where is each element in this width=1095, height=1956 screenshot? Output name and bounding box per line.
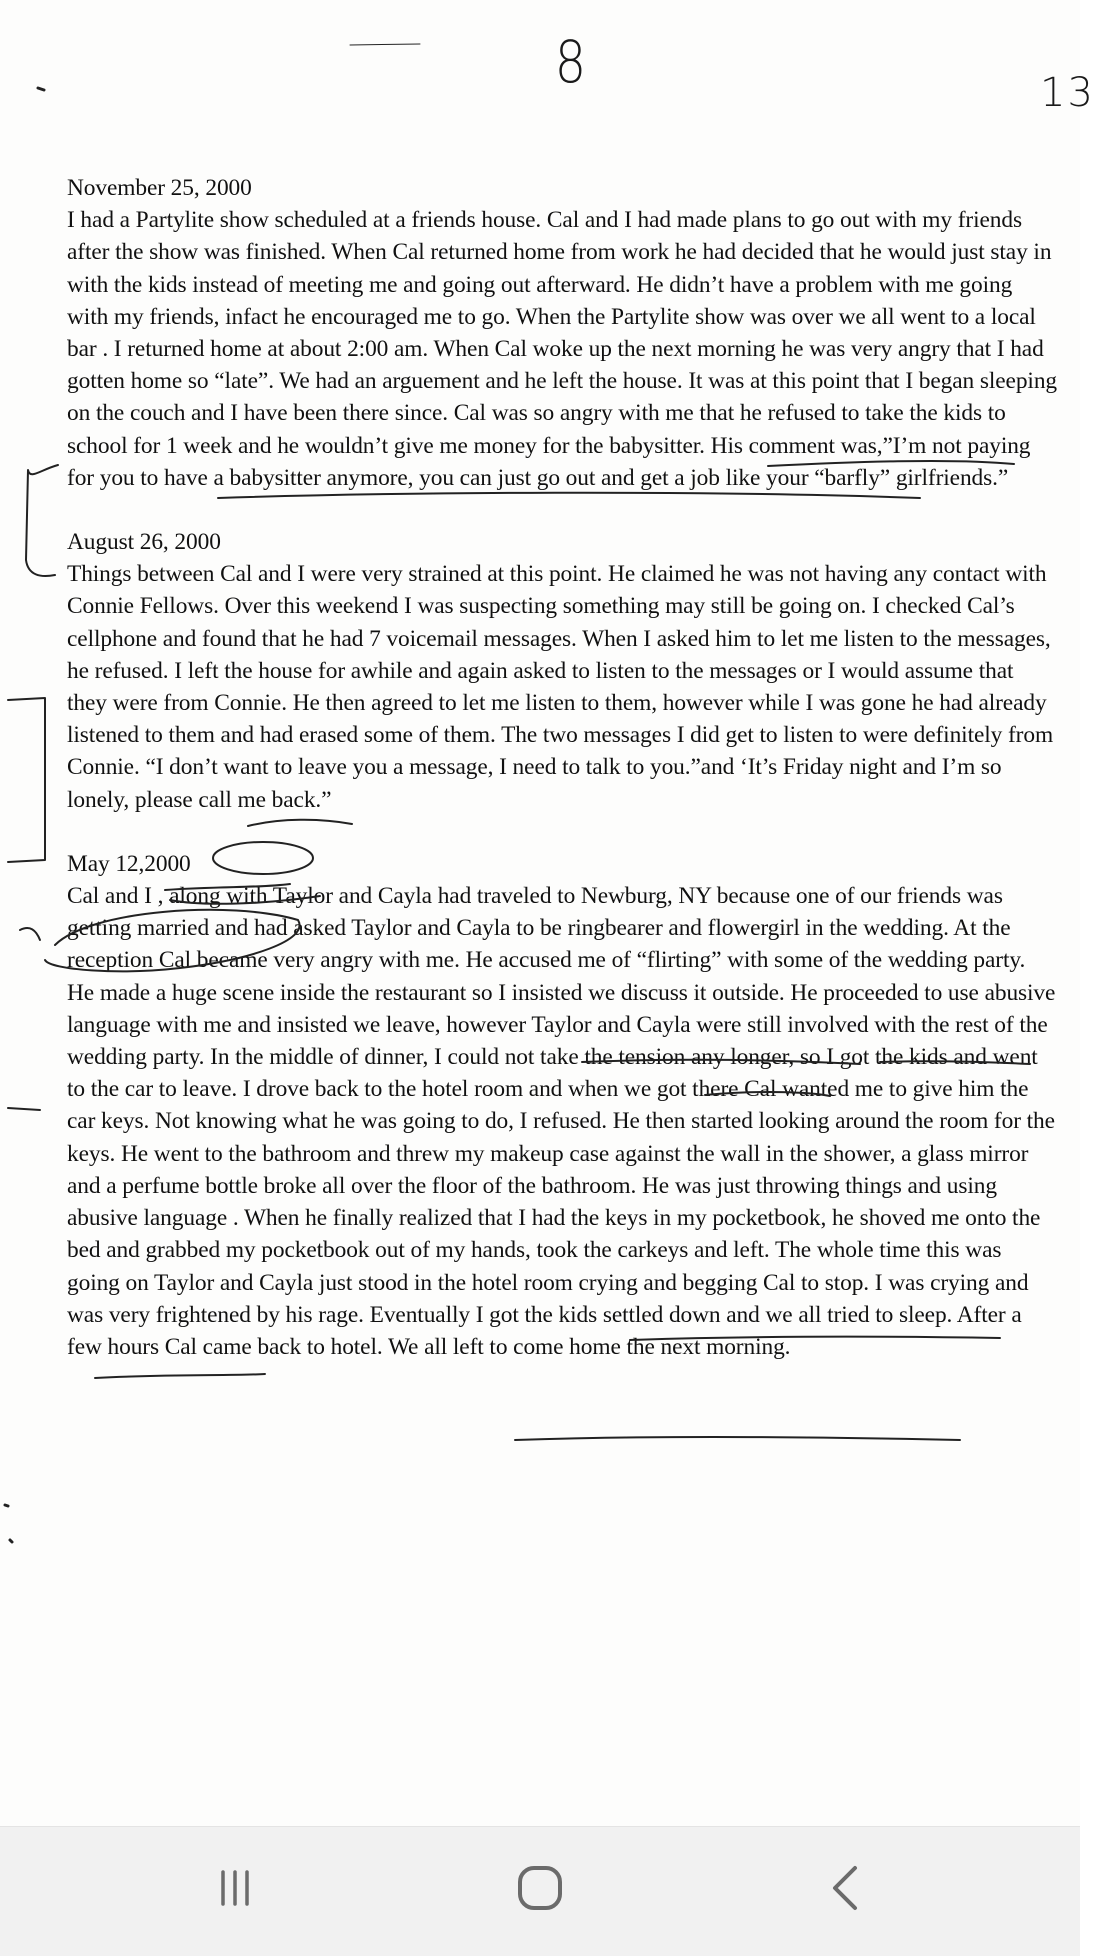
entry-date: November 25, 2000 [67, 175, 252, 201]
home-button[interactable] [495, 1853, 585, 1923]
margin-tick [20, 928, 40, 940]
back-icon [825, 1862, 865, 1914]
entry-date: May 12,2000 [67, 850, 191, 877]
margin-bracket [8, 698, 45, 862]
journal-entry [67, 172, 1057, 494]
stray-mark [350, 44, 420, 45]
handwritten-page-number: 8 [554, 28, 587, 96]
underline-mark [515, 1437, 960, 1440]
stray-mark [38, 88, 44, 90]
margin-tick [8, 1108, 40, 1110]
entry-paragraph: I had a Partylite show scheduled at a friends house. Cal and I had made plans to go out with my friends after the show was finished. When Cal returned home from work he had decided that he would just stay in with the kids instead of meeting me and going out afterward. He didn’t have a problem with me going with my friends, infact he encouraged me to go. When the Partylite show was over we all went to a local bar . I returned home at about 2:00 am. When Cal woke up the next morning he was very angry that I had gotten home so “late”. We had an arguement and he left the house. It was at this point that I began sleeping on the couch and I have been there since. Cal was so angry with me that he refused to take the kids to school for 1 week and he wouldn’t give me money for the babysitter. His comment was,”I’m not paying for you to have a babysitter anymore, you can just go out and get a job like your “barfly” girlfriends.” [67, 207, 1058, 491]
journal-entry [67, 848, 1057, 1363]
back-button[interactable] [800, 1853, 890, 1923]
stray-mark [10, 1540, 12, 1542]
stray-mark [5, 1505, 8, 1506]
journal-text [67, 172, 1057, 1395]
entry-date: August 26, 2000 [67, 529, 221, 556]
journal-entry [67, 526, 1057, 816]
recent-apps-icon [213, 1866, 257, 1910]
home-icon [514, 1862, 566, 1914]
handwritten-corner-number: 13 [1040, 70, 1095, 116]
margin-bracket [26, 465, 58, 576]
system-navigation-bar [0, 1826, 1080, 1956]
recent-apps-button[interactable] [190, 1853, 280, 1923]
entry-paragraph: Cal and I , along with Taylor and Cayla had traveled to Newburg, NY because one of our friends was getting married and had asked Taylor and Cayla to be ringbearer and flowergirl in the wedding. At the reception Cal became very angry with me. He accused me of “flirting” with some of the wedding party. He made a huge scene inside the restaurant so I insisted we discuss it outside. He proceeded to use abusive language with me and insisted we leave, however Taylor and Cayla were still involved with the rest of the wedding party. In the middle of dinner, I could not take the tension any longer, so I got the kids and went to the car to leave. I drove back to the hotel room and when we got there Cal wanted me to give him the car keys. Not knowing what he was going to do, I refused. He then started looking around the room for the keys. He went to the bathroom and threw my makeup case against the wall in the shower, a glass mirror and a perfume bottle broke all over the floor of the bathroom. He was just throwing things and using abusive language . When he finally realized that I had the keys in my pocketbook, he shoved me onto the bed and grabbed my pocketbook out of my hands, took the carkeys and left. The whole time this was going on Taylor and Cayla just stood in the hotel room crying and begging Cal to stop. I was crying and was very frightened by his rage. Eventually I got the kids settled down and we all tried to sleep. After a few hours Cal came back to hotel. We all left to come home the next morning. [67, 883, 1056, 1360]
entry-paragraph: Things between Cal and I were very strained at this point. He claimed he was not having any contact with Connie Fellows. Over this weekend I was suspecting something may still be going on. I checked Cal’s cellphone and found that he had 7 voicemail messages. When I asked him to let me listen to the messages, he refused. I left the house for awhile and again asked to listen to the messages or I would assume that they were from Connie. He then agreed to let me listen to them, however while I was gone he had already listened to them and had erased some of them. The two messages I did get to listen to were definitely from Connie. “I don’t want to leave you a message, I need to talk to you.”and ‘It’s Friday night and I’m so lonely, please call me back.” [67, 561, 1054, 813]
